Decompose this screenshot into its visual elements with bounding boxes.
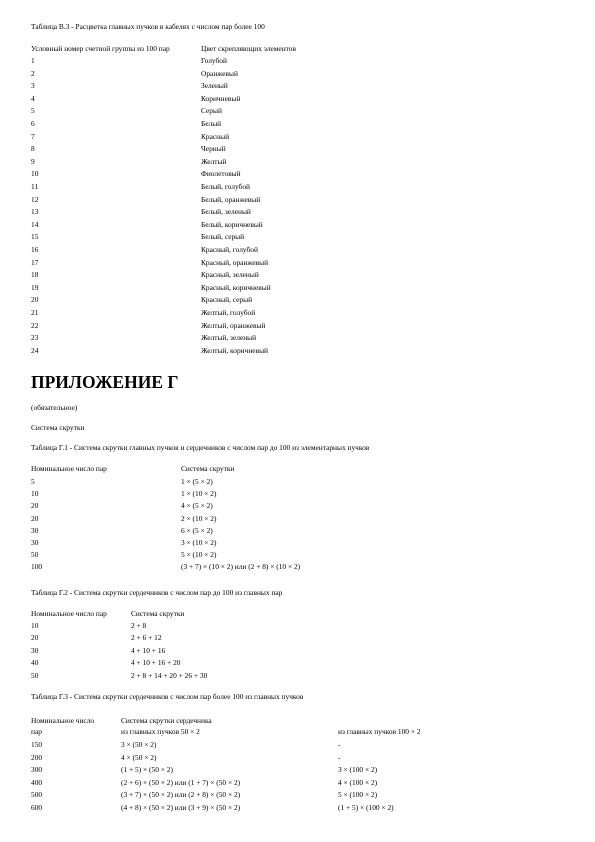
table-v3-row	[0, 333, 595, 345]
table-v3-row	[0, 56, 595, 68]
table-v3-cell: Черный	[201, 144, 226, 154]
appendix-status: (обязательное)	[31, 403, 78, 412]
table-v3-row	[0, 245, 595, 257]
table-v3-cell: Серый	[201, 106, 222, 116]
table-v3-row	[0, 81, 595, 93]
table-g2-cell: 4 + 10 + 16	[131, 645, 166, 655]
table-v3-cell: Коричневый	[201, 93, 241, 103]
table-g1-row	[0, 489, 595, 501]
table-g1-cell: 3 × (10 × 2)	[181, 538, 217, 547]
table-v3-cell: Голубой	[201, 56, 227, 65]
table-g3-cell: (1 + 5) × (50 × 2)	[121, 765, 173, 775]
table-v3-cell: Желтый, оранжевый	[201, 320, 266, 330]
table-g3-cell: 600	[31, 803, 43, 812]
table-v3-cell: 15	[31, 232, 39, 242]
table-v3-cell: 6	[31, 119, 35, 128]
table-g3-row	[0, 790, 595, 802]
table-g1-cell: 1 × (10 × 2)	[181, 489, 217, 499]
table-g3-cell: 200	[31, 752, 43, 762]
table-v3-row	[0, 346, 595, 358]
table-g2-cell: 4 + 10 + 16 + 20	[131, 658, 181, 668]
table-v3-cell: 12	[31, 194, 39, 204]
table-g1-cell: (3 + 7) × (10 × 2) или (2 + 8) × (10 × 2)	[181, 562, 301, 572]
table-g3-caption: Таблица Г.3 - Система скрутки сердечников с числом пар более 100 из главных пучков	[31, 692, 304, 701]
table-g1-cell: 5	[31, 477, 35, 486]
table-v3-cell: Белый, оранжевый	[201, 194, 261, 204]
table-v3-cell: Красный, коричневый	[201, 282, 271, 292]
table-v3-cell: Белый	[201, 119, 222, 128]
table-v3-cell: 9	[31, 156, 35, 166]
table-v3-row	[0, 295, 595, 307]
table-v3-cell: Оранжевый	[201, 68, 238, 78]
table-g3-header-group: Система скрутки сердечника	[121, 716, 212, 725]
table-g1-cell: 50	[31, 550, 39, 560]
table-g2-cell: 2 + 8 + 14 + 20 + 26 + 30	[131, 670, 208, 680]
table-g3-cell: 4 × (100 × 2)	[338, 777, 378, 787]
table-g1-cell: 30	[31, 538, 39, 547]
table-v3-cell: Белый, серый	[201, 232, 245, 242]
table-v3-row	[0, 207, 595, 219]
table-g1-header-col2: Система скрутки	[181, 464, 235, 473]
table-v3-cell: Желтый	[201, 156, 227, 166]
table-v3-cell: 22	[31, 320, 39, 330]
table-v3-cell: 1	[31, 56, 35, 65]
table-g3-cell: 300	[31, 765, 43, 775]
table-g3-cell: 400	[31, 777, 43, 787]
table-g3-cell: (3 + 7) × (50 × 2) или (2 + 8) × (50 × 2)	[121, 790, 241, 800]
table-v3-cell: 2	[31, 68, 35, 78]
table-g2-row	[0, 621, 595, 633]
table-v3-cell: Желтый, зеленый	[201, 333, 257, 343]
table-g2-header-col1: Номинальное число пар	[31, 609, 107, 618]
table-v3-row	[0, 195, 595, 207]
table-g2-cell: 10	[31, 621, 39, 630]
table-v3-cell: Фиолетовый	[201, 169, 241, 179]
table-g1-header-col1: Номинальное число пар	[31, 464, 107, 473]
table-v3-header-col2: Цвет скрепляющих элементов	[201, 44, 296, 53]
table-g1-cell: 2 × (10 × 2)	[181, 513, 217, 523]
table-v3-cell: 21	[31, 308, 39, 317]
table-v3-cell: 14	[31, 219, 39, 229]
table-v3-cell: 18	[31, 270, 39, 280]
table-v3-cell: 11	[31, 182, 39, 191]
table-g1-row	[0, 477, 595, 489]
table-v3-cell: Желтый, голубой	[201, 308, 256, 317]
table-g1-row	[0, 526, 595, 538]
table-v3-row	[0, 132, 595, 144]
appendix-title: ПРИЛОЖЕНИЕ Г	[31, 372, 179, 392]
table-g2-cell: 30	[31, 645, 39, 655]
table-g2-cell: 20	[31, 633, 39, 643]
table-v3-cell: 7	[31, 131, 35, 141]
table-g3-row	[0, 778, 595, 790]
table-v3-row	[0, 258, 595, 270]
table-g1-cell: 20	[31, 501, 39, 511]
table-v3-row	[0, 232, 595, 244]
table-v3-cell: Красный	[201, 131, 230, 141]
table-v3-cell: 13	[31, 207, 39, 217]
table-v3-row	[0, 283, 595, 295]
table-v3-row	[0, 169, 595, 181]
table-g2-caption: Таблица Г.2 - Система скрутки сердечников с числом пар до 100 из главных пар	[31, 588, 283, 597]
table-v3-cell: 5	[31, 106, 35, 116]
table-v3-row	[0, 220, 595, 232]
table-g1-cell: 6 × (5 × 2)	[181, 525, 213, 535]
table-g3-cell: 4 × (50 × 2)	[121, 752, 157, 762]
table-g3-cell: 3 × (100 × 2)	[338, 765, 378, 775]
table-g2-row	[0, 658, 595, 670]
table-v3-cell: 8	[31, 144, 35, 154]
table-v3-row	[0, 157, 595, 169]
table-g3-row	[0, 753, 595, 765]
table-g3-header-col1-line2: пар	[31, 727, 42, 736]
table-v3-cell: Красный, серый	[201, 295, 253, 305]
table-v3-cell: Красный, оранжевый	[201, 257, 269, 267]
table-v3-cell: Белый, коричневый	[201, 219, 263, 229]
table-v3-row	[0, 94, 595, 106]
table-g3-cell: -	[338, 752, 341, 762]
table-g3-header-col1-line1: Номинальное число	[31, 716, 95, 725]
table-g3-header-sub2: из главных пучков 100 × 2	[338, 727, 421, 736]
table-g3-cell: -	[338, 740, 341, 749]
table-g3-cell: 3 × (50 × 2)	[121, 740, 157, 749]
table-g2-cell: 2 + 8	[131, 621, 147, 630]
table-v3-cell: Красный, зеленый	[201, 270, 259, 280]
table-v3-caption: Таблица В.3 - Расцветка главных пучков в кабелях с числом пар более 100	[31, 22, 265, 31]
table-v3-cell: 23	[31, 333, 39, 343]
table-v3-row	[0, 182, 595, 194]
table-g3-cell: 5 × (100 × 2)	[338, 790, 378, 800]
table-v3-cell: 4	[31, 93, 35, 103]
table-g1-cell: 30	[31, 525, 39, 535]
table-g1-row	[0, 514, 595, 526]
table-g2-cell: 40	[31, 658, 39, 668]
table-g1-cell: 4 × (5 × 2)	[181, 501, 213, 511]
table-g1-row	[0, 538, 595, 550]
appendix-subtitle: Система скрутки	[31, 423, 85, 432]
table-g1-cell: 10	[31, 489, 39, 499]
table-v3-cell: 20	[31, 295, 39, 305]
table-v3-row	[0, 308, 595, 320]
table-v3-row	[0, 270, 595, 282]
table-v3-cell: Белый, голубой	[201, 182, 250, 191]
table-g3-cell: 500	[31, 790, 43, 800]
table-g2-header-col2: Система скрутки	[131, 609, 185, 618]
table-v3-cell: 16	[31, 245, 39, 254]
table-g2-cell: 2 + 6 + 12	[131, 633, 162, 643]
table-v3-cell: 10	[31, 169, 39, 179]
table-g3-row	[0, 740, 595, 752]
table-g2-row	[0, 633, 595, 645]
table-g3-cell: (4 + 8) × (50 × 2) или (3 + 9) × (50 × 2)	[121, 803, 241, 812]
table-v3-row	[0, 69, 595, 81]
table-g2-row	[0, 646, 595, 658]
table-v3-cell: Желтый, коричневый	[201, 345, 268, 355]
table-v3-cell: Белый, зеленый	[201, 207, 251, 217]
table-g2-row	[0, 671, 595, 683]
table-v3-cell: 24	[31, 345, 39, 355]
table-v3-header-col1: Условный номер счетной группы из 100 пар	[31, 44, 170, 53]
table-g1-cell: 100	[31, 562, 43, 572]
table-g3-header-sub1: из главных пучков 50 × 2	[121, 727, 200, 736]
table-v3-row	[0, 144, 595, 156]
table-g3-cell: 150	[31, 740, 43, 749]
table-g3-cell: (1 + 5) × (100 × 2)	[338, 803, 394, 812]
table-v3-cell: Красный, голубой	[201, 245, 258, 254]
table-g1-row	[0, 562, 595, 574]
table-g1-cell: 5 × (10 × 2)	[181, 550, 217, 560]
table-g1-cell: 1 × (5 × 2)	[181, 477, 213, 486]
table-g3-row	[0, 803, 595, 815]
table-g1-cell: 20	[31, 513, 39, 523]
table-v3-cell: 3	[31, 81, 35, 91]
table-g2-cell: 50	[31, 670, 39, 680]
table-v3-cell: Зеленый	[201, 81, 228, 91]
table-v3-cell: 19	[31, 282, 39, 292]
table-v3-cell: 17	[31, 257, 39, 267]
table-v3-row	[0, 106, 595, 118]
table-v3-row	[0, 321, 595, 333]
table-g3-row	[0, 765, 595, 777]
table-g1-row	[0, 501, 595, 513]
table-g1-row	[0, 550, 595, 562]
table-g3-cell: (2 + 6) × (50 × 2) или (1 + 7) × (50 × 2)	[121, 777, 241, 787]
table-v3-row	[0, 119, 595, 131]
table-g1-caption: Таблица Г.1 - Система скрутки главных пучков и сердечников с числом пар до 100 из элементарных пучков	[31, 443, 370, 452]
